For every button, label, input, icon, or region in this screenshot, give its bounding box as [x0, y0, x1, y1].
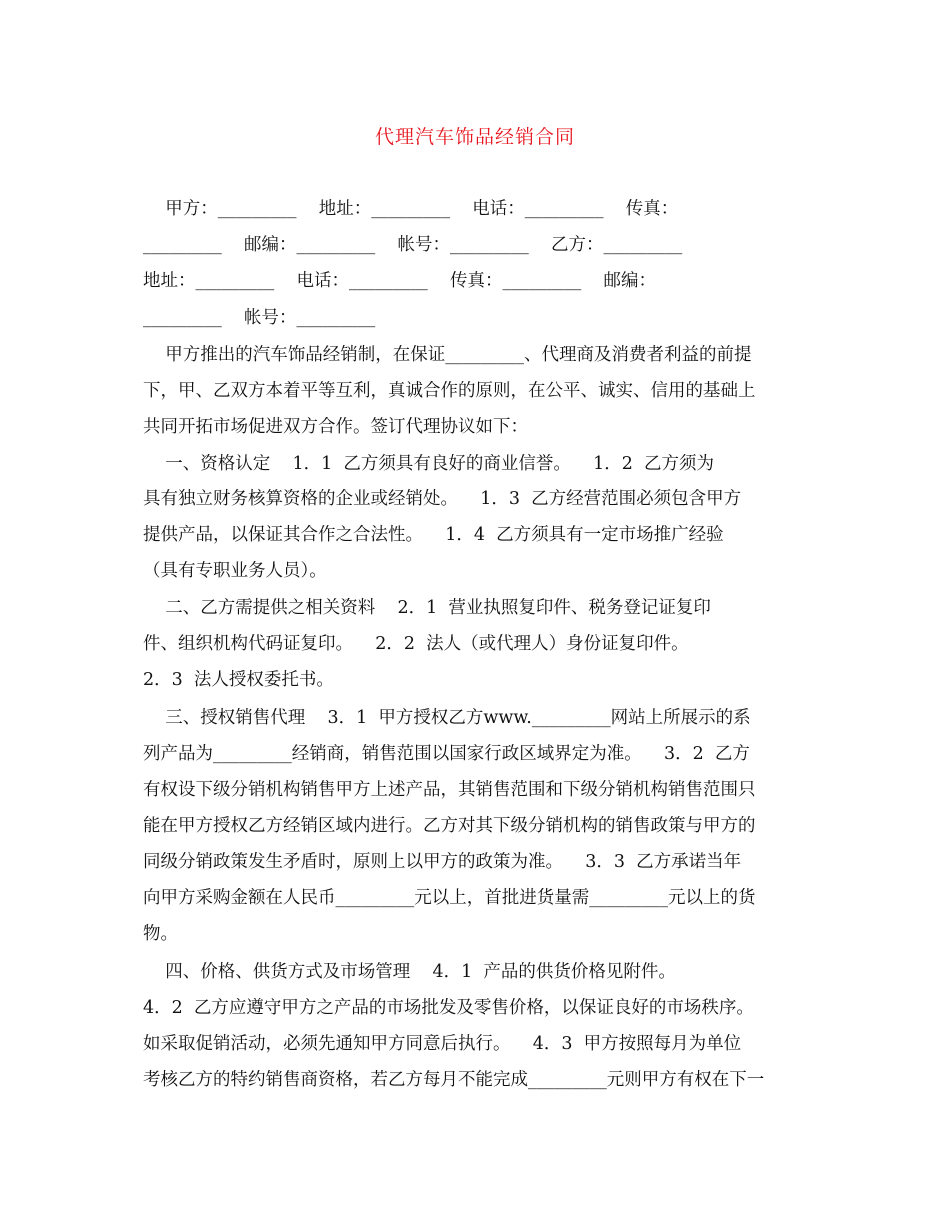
body-line: 共同开拓市场促进双方合作。签订代理协议如下：: [143, 417, 528, 437]
body-line: 具有独立财务核算资格的企业或经销处。 1．3 乙方经营范围必须包含甲方: [143, 489, 742, 509]
body-line: 有权设下级分销机构销售甲方上述产品，其销售范围和下级分销机构销售范围只: [143, 780, 756, 800]
body-line: 三、授权销售代理 3．1 甲方授权乙方www._________网站上所展示的系: [143, 708, 751, 728]
body-line: 下，甲、乙双方本着平等互利，真诚合作的原则，在公平、诚实、信用的基础上: [143, 381, 756, 401]
body-line: 甲方推出的汽车饰品经销制，在保证_________、代理商及消费者利益的前提: [143, 345, 752, 365]
body-line: _________ 帐号：_________: [143, 308, 376, 328]
document-title: 代理汽车饰品经销合同: [374, 126, 575, 148]
body-line: 二、乙方需提供之相关资料 2．1 营业执照复印件、税务登记证复印: [143, 598, 711, 618]
body-line: 一、资格认定 1．1 乙方须具有良好的商业信誉。 1．2 乙方须为: [143, 454, 715, 474]
body-line: 2．3 法人授权委托书。: [143, 670, 334, 690]
body-line: 提供产品，以保证其合作之合法性。 1．4 乙方须具有一定市场推广经验: [143, 525, 724, 545]
body-line: 件、组织机构代码证复印。 2．2 法人（或代理人）身份证复印件。: [143, 634, 689, 654]
body-line: 向甲方采购金额在人民币_________元以上，首批进货量需_________元以上的货: [143, 888, 756, 908]
body-line: 能在甲方授权乙方经销区域内进行。乙方对其下级分销机构的销售政策与甲方的: [143, 816, 756, 836]
body-line: _________ 邮编：_________ 帐号：_________ 乙方：_________: [143, 235, 683, 255]
body-line: 4．2 乙方应遵守甲方之产品的市场批发及零售价格，以保证良好的市场秩序。: [143, 998, 754, 1018]
body-line: 考核乙方的特约销售商资格，若乙方每月不能完成_________元则甲方有权在下一: [143, 1070, 765, 1090]
body-line: 地址：_________ 电话：_________ 传真：_________ 邮编：: [143, 271, 657, 291]
body-line: 同级分销政策发生矛盾时，原则上以甲方的政策为准。 3．3 乙方承诺当年: [143, 852, 742, 872]
body-line: 如采取促销活动，必须先通知甲方同意后执行。 4．3 甲方按照每月为单位: [143, 1034, 742, 1054]
body-line: 列产品为_________经销商，销售范围以国家行政区域界定为准。 3．2 乙方: [143, 744, 750, 764]
body-line: 物。: [143, 924, 178, 944]
body-line: （具有专职业务人员）。: [143, 561, 327, 581]
body-line: 四、价格、供货方式及市场管理 4．1 产品的供货价格见附件。: [143, 962, 676, 982]
body-line: 甲方：_________ 地址：_________ 电话：_________ 传真：: [143, 199, 679, 219]
